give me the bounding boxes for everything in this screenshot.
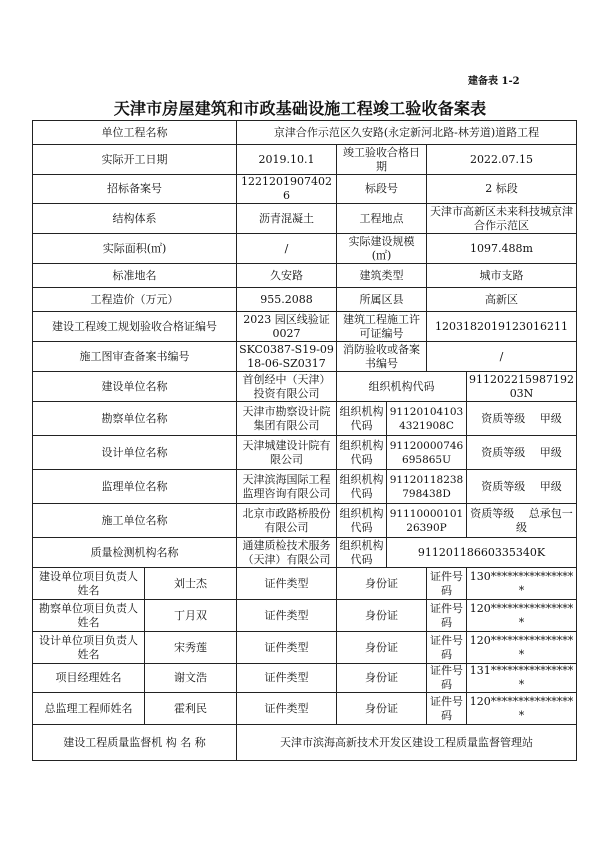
label-construction: 施工单位名称 bbox=[33, 504, 237, 538]
person-id-type: 身份证 bbox=[337, 664, 427, 693]
value-testing-name: 通建质检技术服务（天津）有限公司 bbox=[237, 538, 337, 568]
value-planning-cert: 2023 园区线验证 0027 bbox=[237, 312, 337, 342]
value-survey-name: 天津市勘察设计院集团有限公司 bbox=[237, 402, 337, 436]
form-number: 建备表 1-2 bbox=[468, 76, 520, 87]
label-quality-supervisor: 建设工程质量监督机 构 名 称 bbox=[33, 725, 237, 761]
person-id-type: 身份证 bbox=[337, 568, 427, 600]
value-district: 高新区 bbox=[427, 288, 577, 312]
label-cost: 工程造价（万元） bbox=[33, 288, 237, 312]
label-bid-record: 招标备案号 bbox=[33, 175, 237, 204]
label-permit-no: 建筑工程施工许可证编号 bbox=[337, 312, 427, 342]
label-supervision-grade: 资质等级 bbox=[481, 479, 526, 493]
person-id-number: 120**************** bbox=[467, 632, 577, 664]
value-construction-grade: 总承包一级 bbox=[516, 506, 573, 534]
label-district: 所属区县 bbox=[337, 288, 427, 312]
value-quality-supervisor: 天津市滨海高新技术开发区建设工程质量监督管理站 bbox=[237, 725, 577, 761]
label-testing: 质量检测机构名称 bbox=[33, 538, 237, 568]
person-role: 勘察单位项目负责人姓名 bbox=[33, 600, 145, 632]
row-dates bbox=[33, 145, 577, 175]
person-id-number-label: 证件号码 bbox=[427, 600, 467, 632]
person-id-number-label: 证件号码 bbox=[427, 632, 467, 664]
person-id-number: 120**************** bbox=[467, 693, 577, 725]
row-supervision bbox=[33, 470, 577, 504]
person-id-number-label: 证件号码 bbox=[427, 664, 467, 693]
document-title: 天津市房屋建筑和市政基础设施工程竣工验收备案表 bbox=[113, 99, 487, 118]
label-building-type: 建筑类型 bbox=[337, 264, 427, 288]
label-survey-grade: 资质等级 bbox=[481, 411, 526, 425]
row-design bbox=[33, 436, 577, 470]
person-row bbox=[33, 664, 577, 693]
person-id-type-label: 证件类型 bbox=[237, 664, 337, 693]
value-supervision-name: 天津滨海国际工程监理咨询有限公司 bbox=[237, 470, 337, 504]
label-section-no: 标段号 bbox=[337, 175, 427, 204]
value-area: / bbox=[237, 234, 337, 264]
design-grade-cell bbox=[467, 436, 577, 470]
label-supervision: 监理单位名称 bbox=[33, 470, 237, 504]
row-testing bbox=[33, 538, 577, 568]
label-survey-code: 组织机构代码 bbox=[337, 402, 387, 436]
value-building-type: 城市支路 bbox=[427, 264, 577, 288]
label-start-date: 实际开工日期 bbox=[33, 145, 237, 175]
person-role: 总监理工程师姓名 bbox=[33, 693, 145, 725]
value-survey-code: 911201041034321908C bbox=[387, 402, 467, 436]
label-construction-code: 组织机构代码 bbox=[337, 504, 387, 538]
label-supervision-code: 组织机构代码 bbox=[337, 470, 387, 504]
value-project-name: 京津合作示范区久安路(永定新河北路-林芳道)道路工程 bbox=[237, 121, 577, 145]
person-id-type-label: 证件类型 bbox=[237, 568, 337, 600]
row-area bbox=[33, 234, 577, 264]
label-area: 实际面积(㎡) bbox=[33, 234, 237, 264]
label-landmark: 标准地名 bbox=[33, 264, 237, 288]
label-completion-date: 竣工验收合格日期 bbox=[337, 145, 427, 175]
value-builder-code: 91120221598719203N bbox=[467, 372, 577, 402]
row-quality-supervisor bbox=[33, 725, 577, 761]
value-landmark: 久安路 bbox=[237, 264, 337, 288]
row-bid bbox=[33, 175, 577, 204]
label-location: 工程地点 bbox=[337, 204, 427, 234]
person-id-number: 131**************** bbox=[467, 664, 577, 693]
row-cost bbox=[33, 288, 577, 312]
construction-grade-cell bbox=[467, 504, 577, 538]
value-start-date: 2019.10.1 bbox=[237, 145, 337, 175]
value-scale: 1097.488m bbox=[427, 234, 577, 264]
person-row bbox=[33, 693, 577, 725]
row-builder bbox=[33, 372, 577, 402]
label-builder-code: 组织机构代码 bbox=[337, 372, 467, 402]
person-row bbox=[33, 568, 577, 600]
label-scale: 实际建设规模(㎡) bbox=[337, 234, 427, 264]
value-bid-record: 12212019074026 bbox=[237, 175, 337, 204]
label-design-code: 组织机构代码 bbox=[337, 436, 387, 470]
person-name: 谢文浩 bbox=[145, 664, 237, 693]
row-planning-cert bbox=[33, 312, 577, 342]
value-survey-grade: 甲级 bbox=[539, 411, 562, 425]
person-id-number: 120**************** bbox=[467, 600, 577, 632]
person-role: 建设单位项目负责人姓名 bbox=[33, 568, 145, 600]
person-id-type-label: 证件类型 bbox=[237, 600, 337, 632]
row-project-name bbox=[33, 121, 577, 145]
row-construction bbox=[33, 504, 577, 538]
person-id-number-label: 证件号码 bbox=[427, 693, 467, 725]
value-completion-date: 2022.07.15 bbox=[427, 145, 577, 175]
value-location: 天津市高新区未来科技城京津合作示范区 bbox=[427, 204, 577, 234]
value-supervision-code: 91120118238798438D bbox=[387, 470, 467, 504]
value-builder-name: 首创经中（天津）投资有限公司 bbox=[237, 372, 337, 402]
value-construction-code: 9111000010126390P bbox=[387, 504, 467, 538]
label-project-name: 单位工程名称 bbox=[33, 121, 237, 145]
person-row bbox=[33, 600, 577, 632]
person-id-number-label: 证件号码 bbox=[427, 568, 467, 600]
person-row bbox=[33, 632, 577, 664]
value-section-no: 2 标段 bbox=[427, 175, 577, 204]
person-id-number: 130**************** bbox=[467, 568, 577, 600]
person-name: 霍利民 bbox=[145, 693, 237, 725]
label-testing-code: 组织机构代码 bbox=[337, 538, 387, 568]
label-fire-cert: 消防验收或备案书编号 bbox=[337, 342, 427, 372]
label-construction-grade: 资质等级 bbox=[470, 506, 515, 520]
value-design-name: 天津城建设计院有限公司 bbox=[237, 436, 337, 470]
filing-table bbox=[32, 120, 577, 761]
row-drawing-review bbox=[33, 342, 577, 372]
person-name: 宋秀莲 bbox=[145, 632, 237, 664]
person-id-type: 身份证 bbox=[337, 600, 427, 632]
person-id-type-label: 证件类型 bbox=[237, 632, 337, 664]
person-id-type-label: 证件类型 bbox=[237, 693, 337, 725]
label-structure: 结构体系 bbox=[33, 204, 237, 234]
person-id-type: 身份证 bbox=[337, 693, 427, 725]
value-construction-name: 北京市政路桥股份有限公司 bbox=[237, 504, 337, 538]
label-planning-cert: 建设工程竣工规划验收合格证编号 bbox=[33, 312, 237, 342]
person-id-type: 身份证 bbox=[337, 632, 427, 664]
person-role: 设计单位项目负责人姓名 bbox=[33, 632, 145, 664]
value-fire-cert: / bbox=[427, 342, 577, 372]
value-testing-code: 91120118660335340K bbox=[387, 538, 577, 568]
value-supervision-grade: 甲级 bbox=[539, 479, 562, 493]
value-design-grade: 甲级 bbox=[539, 445, 562, 459]
label-survey: 勘察单位名称 bbox=[33, 402, 237, 436]
row-structure bbox=[33, 204, 577, 234]
value-permit-no: 1203182019123016211 bbox=[427, 312, 577, 342]
row-survey bbox=[33, 402, 577, 436]
value-drawing-review: SKC0387-S19-0918-06-SZ0317 bbox=[237, 342, 337, 372]
survey-grade-cell bbox=[467, 402, 577, 436]
label-builder: 建设单位名称 bbox=[33, 372, 237, 402]
supervision-grade-cell bbox=[467, 470, 577, 504]
person-name: 刘士杰 bbox=[145, 568, 237, 600]
label-design-grade: 资质等级 bbox=[481, 445, 526, 459]
person-name: 丁月双 bbox=[145, 600, 237, 632]
person-role: 项目经理姓名 bbox=[33, 664, 145, 693]
label-drawing-review: 施工图审查备案书编号 bbox=[33, 342, 237, 372]
label-design: 设计单位名称 bbox=[33, 436, 237, 470]
row-landmark bbox=[33, 264, 577, 288]
value-cost: 955.2088 bbox=[237, 288, 337, 312]
value-design-code: 91120000746695865U bbox=[387, 436, 467, 470]
value-structure: 沥青混凝土 bbox=[237, 204, 337, 234]
